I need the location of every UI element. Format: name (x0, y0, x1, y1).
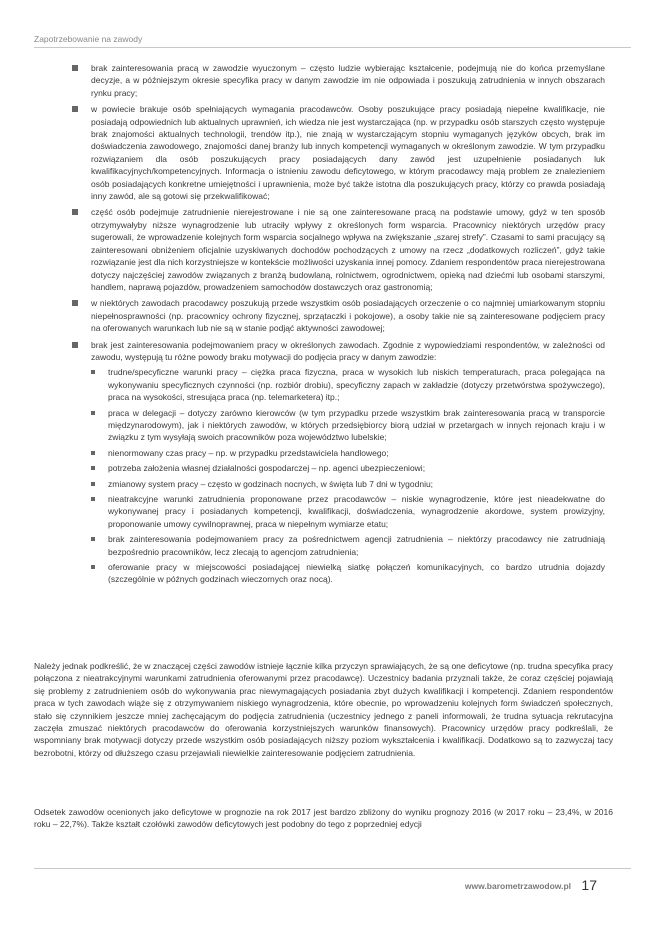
square-bullet-icon (72, 65, 78, 71)
small-square-bullet-icon (91, 537, 95, 541)
sub-bullet-item (91, 447, 605, 459)
bullet-item (72, 103, 605, 202)
sub-bullet-item (91, 493, 605, 530)
sub-bullet-text: nieatrakcyjne warunki zatrudnienia proponowane przez pracodawców – niskie wynagrodzenie, które jest nieadekwatne do wykonywanej pracy i posiadanych kompetencji, kwalifikacji, doświadczenia, wynagrodzenie akordowe, system prowizyjny, proponowanie umowy cywilnoprawnej, praca w niepełnym wymiarze etatu; (108, 494, 605, 529)
square-bullet-icon (72, 342, 78, 348)
sub-bullet-item (91, 462, 605, 474)
small-square-bullet-icon (91, 466, 95, 470)
small-square-bullet-icon (91, 451, 95, 455)
body-paragraph: Należy jednak podkreślić, że w znaczącej części zawodów istnieje łącznie kilka przyczyn sprawiających, że są one deficytowe (np. trudna specyfika pracy połączona z nieatrakcyjnymi warunkami zatrudnienia oferowanymi przez pracodawcę). Uczestnicy badania przyznali także, że coraz częściej pojawiają się problemy z zatrudnieniem osób do wykonywania prac niewymagających posiadania zbyt dużych kwalifikacji i kompetencji. Zdaniem respondentów praca w tych zawodach wiąże się z otrzymywaniem niskiego wynagrodzenia, które obecnie, po wprowadzeniu kolejnych form świadczeń społecznych, stało się czynnikiem jeszcze mniej zachęcającym do podjęcia zatrudnienia (uczestnicy jednego z paneli informowali, że trudna sytuacja rekrutacyjna zaczęła zmuszać niektórych pracodawców do oferowania korzystniejszych warunków finansowych). Pracownicy urzędów pracy podkreślali, że wspomniany brak motywacji dotyczy przede wszystkim osób posiadających niższy poziom wykształcenia i kwalifikacji. Dodatkowo są to zazwyczaj tacy bezrobotni, którzy od dłuższego czasu przejawiali niewielkie zainteresowanie podjęciem zatrudnienia. (34, 661, 613, 758)
header-divider (34, 47, 631, 48)
sub-bullet-text: oferowanie pracy w miejscowości posiadającej niewielką siatkę połączeń komunikacyjnych, co bardzo utrudnia dojazdy (szczególnie w późnych godzinach wieczornych oraz nocą). (108, 562, 605, 585)
square-bullet-icon (72, 209, 78, 215)
sub-bullet-item (91, 561, 605, 586)
small-square-bullet-icon (91, 482, 95, 486)
bullet-text: w powiecie brakuje osób spełniających wymagania pracodawców. Osoby poszukujące pracy posiadają niepełne kwalifikacje, nie posiadają odpowiednich lub aktualnych uprawnień, ich wiedza nie jest wystarczająca (np. w przypadku osób starszych często występuje brak znajomości aktualnych technologii, trendów itp.), nie znają w wystarczającym stopniu wymaganych języków obcych, brak im doświadczenia zawodowego, znajomości danej branży lub innych kompetencji wymaganych w określonym zawodzie. W tym przypadku rozwiązaniem dla osób poszukujących pracy posiadających dany zawód jest uzupełnienie posiadanych luk kwalifikacyjnych/kompetencyjnych. Informacja o istnieniu zawodu deficytowego, w którym pracodawcy mają problem ze znalezieniem osób posiadających konkretne umiejętności i uprawnienia, może być także istotna dla poszukujących pracy, którzy co prawda posiadają inny zawód, ale są gotowi się przekwalifikować; (91, 104, 605, 202)
bullet-text: część osób podejmuje zatrudnienie nierejestrowane i nie są one zainteresowane pracą na podstawie umowy, gdyż w ten sposób otrzymywałyby niższe wynagrodzenie lub utraciły wpływy z określonych form wsparcia. Pracownicy niektórych urzędów pracy sugerowali, że wprowadzenie kolejnych form wsparcia socjalnego wpływa na zwiększanie „szarej strefy”. Czasami to sami pracujący są zainteresowani obniżeniem oficjalnie uzyskiwanych dochodów pochodzących z umowy na rzecz „dodatkowych rozliczeń”, gdyż takie rozwiązanie jest dla nich korzystniejsze w kontekście możliwości uzyskania innej pomocy. Zdaniem respondentów praca nierejestrowana dotyczy najczęściej zawodów związanych z branżą budowlaną, rolnictwem, ogrodnictwem, opieką nad dziećmi lub osobami starszymi, handlem, naprawą pojazdów, prowadzeniem samochodów dostawczych oraz gastronomią; (91, 207, 605, 292)
page-number: 17 (581, 877, 597, 893)
small-square-bullet-icon (91, 565, 95, 569)
sub-bullet-text: trudne/specyficzne warunki pracy – ciężka praca fizyczna, praca w wysokich lub niskich temperaturach, praca polegająca na wykonywaniu specyficznych czynności (np. rozbiór drobiu), specyficzny zapach w zakładzie (dotyczy przetwórstwa spożywczego), praca na wysokości, stresująca praca (np. telemarketera) itp.; (108, 367, 605, 403)
bullet-section (72, 62, 605, 590)
sub-bullet-text: nienormowany czas pracy – np. w przypadku przedstawiciela handlowego; (108, 447, 389, 458)
square-bullet-icon (72, 300, 78, 306)
sub-bullet-text: praca w delegacji – dotyczy zarówno kierowców (w tym przypadku przede wszystkim brak zainteresowania pracą w transporcie międzynarodowym), jak i niektórych zawodów, w których przedsiębiorcy biorą udział w przetargach w innych rejonach kraju i w związku z tym wysyłają swoich pracowników poza województwo lubelskie; (108, 407, 605, 443)
small-square-bullet-icon (91, 497, 95, 501)
running-header: Zapotrzebowanie na zawody (34, 34, 143, 44)
bullet-list (72, 62, 605, 586)
bullet-text: w niektórych zawodach pracodawcy poszukują przede wszystkim osób posiadających orzeczenie o co najmniej umiarkowanym stopniu niepełnosprawności (np. pracownicy ochrony fizycznej, sprzątaczki i pokojowe), a osoby takie nie są zainteresowane podjęciem pracy na oferowanych warunkach lub nie są w stanie podjąć aktywności zawodowej; (91, 298, 605, 334)
sub-bullet-item (91, 366, 605, 403)
sub-bullet-list (91, 366, 605, 586)
small-square-bullet-icon (91, 411, 95, 415)
small-square-bullet-icon (91, 370, 95, 374)
bullet-item (72, 206, 605, 293)
square-bullet-icon (72, 106, 78, 112)
bullet-item (72, 339, 605, 586)
bullet-item (72, 297, 605, 334)
bullet-text: brak jest zainteresowania podejmowaniem pracy w określonych zawodach. Zgodnie z wypowiedziami respondentów, w zależności od zawodu, występują tu różne powody braku motywacji do podjęcia pracy w danym zawodzie: (91, 339, 605, 362)
sub-bullet-text: zmianowy system pracy – często w godzinach nocnych, w święta lub 7 dni w tygodniu; (108, 478, 434, 489)
bullet-item (72, 62, 605, 99)
sub-bullet-text: potrzeba założenia własnej działalności gospodarczej – np. agenci ubezpieczeniowi; (108, 463, 426, 474)
sub-bullet-text: brak zainteresowania podejmowaniem pracy za pośrednictwem agencji zatrudnienia – niektórzy pracodawcy nie zatrudniają bezpośrednio pracowników, lecz zlecają to agencjom zatrudnienia; (108, 534, 605, 557)
body-paragraph: Odsetek zawodów ocenionych jako deficytowe w prognozie na rok 2017 jest bardzo zbliżony do wyniku prognozy 2016 (w 2017 roku – 23,4%, w 2016 roku – 22,7%). Także kształt czołówki zawodów deficytowych jest podobny do tego z poprzedniej edycji (34, 807, 613, 830)
sub-bullet-item (91, 478, 605, 490)
sub-bullet-item (91, 407, 605, 444)
footer-divider (34, 868, 631, 869)
footer-website-link[interactable]: www.barometrzawodow.pl (464, 881, 571, 891)
sub-bullet-item (91, 533, 605, 558)
bullet-text: brak zainteresowania pracą w zawodzie wyuczonym – często ludzie wybierając kształcenie, podejmują nie do końca przemyślane decyzje, a w późniejszym okresie specyfika pracy w danym zawodzie im nie odpowiada i poszukują zatrudnienia w innych obszarach rynku pracy; (91, 63, 605, 98)
